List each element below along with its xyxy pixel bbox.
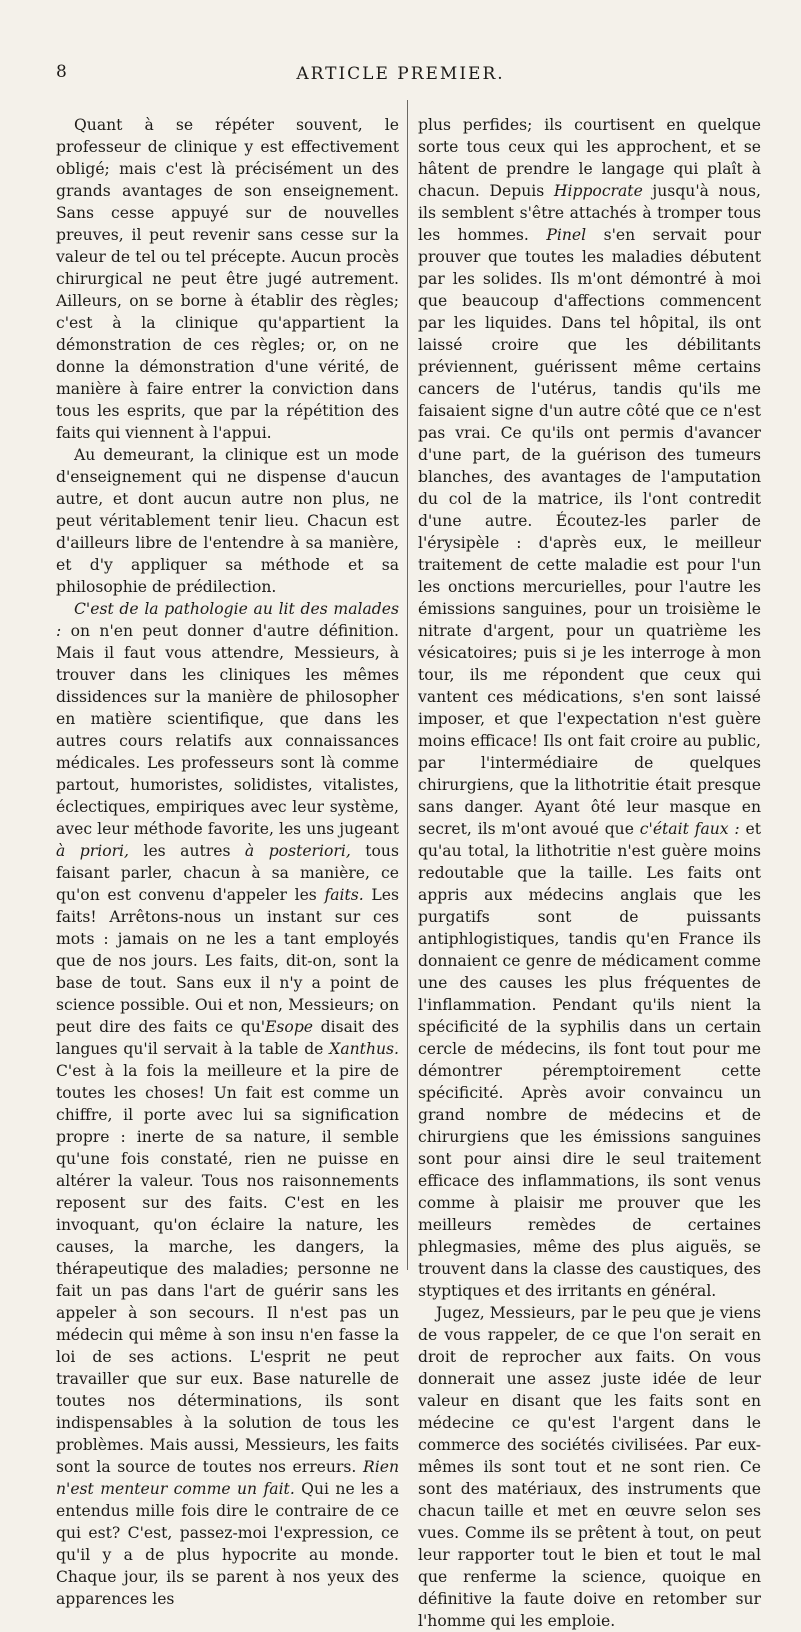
- left-column: [56, 114, 399, 1610]
- right-column: [418, 114, 761, 1632]
- column-divider: [407, 100, 408, 1270]
- paragraph-jugez: Jugez, Messieurs, par le peu que je viens de vous rappeler, de ce que l'on serait en droit de reprocher aux faits. On vous donnerait une assez juste idée de leur valeur en disant que les faits sont en médecine ce qu'est l'argent dans le commerce des sociétés civilisées. Par eux-mêmes ils sont tout et ne sont rien. Ce sont des matériaux, des instruments que chacun taille et met en œuvre selon ses vues. Comme ils se prêtent à tout, on peut leur rapporter tout le bien et tout le mal que renferme la science, quoique en définitive la faute doive en retomber sur l'homme qui les emploie.: [418, 1304, 761, 1630]
- paragraph-repetition: Quant à se répéter souvent, le professeur de clinique y est effectivement obligé; mais c'est là précisément un des grands avantages de son enseignement. Sans cesse appuyé sur de nouvelles preuves, il peut revenir sans cesse sur la valeur de tel ou tel précepte. Aucun procès chirurgical ne peut être jugé autrement. Ailleurs, on se borne à établir des règles; c'est à la clinique qu'appartient la démonstration de ces règles; or, on ne donne la démonstration d'une vérité, de manière à faire entrer la conviction dans tous les esprits, que par la répétition des faits qui viennent à l'appui.: [56, 116, 399, 442]
- page-number: 8: [56, 62, 68, 82]
- paragraph-faits-continued: plus perfides; ils courtisent en quelque sorte tous ceux qui les approchent, et se hâtent de prendre le langage qui plaît à chacun. Depuis Hippocrate jusqu'à nous, ils semblent s'être attachés à tromper tous les hommes. Pinel s'en servait pour prouver que toutes les maladies débutent par les solides. Ils m'ont démontré à moi que beaucoup d'affections commencent par les liquides. Dans tel hôpital, ils ont laissé croire que les débilitants préviennent, guérissent même certains cancers de l'utérus, tandis qu'ils me faisaient signe d'un autre côté que ce n'est pas vrai. Ce qu'ils ont permis d'avancer d'une part, de la guérison des tumeurs blanches, des avantages de l'amputation du col de la matrice, ils l'ont contredit d'une autre. Écoutez-les parler de l'érysipèle : d'après eux, le meilleur traitement de cette maladie est pour l'un les onctions mercurielles, pour l'autre les émissions sanguines, pour un troisième le nitrate d'argent, pour un quatrième les vésicatoires; puis si je les interroge à mon tour, ils me répondent que ceux qui vantent ces médications, s'en sont laissé imposer, et que l'expectation n'est guère moins efficace! Ils ont fait croire au public, par l'intermédiaire de quelques chirurgiens, que la lithotritie était presque sans danger. Ayant ôté leur masque en secret, ils m'ont avoué que c'était faux : et qu'au total, la lithotritie n'est guère moins redoutable que la taille. Les faits ont appris aux médecins anglais que les purgatifs sont de puissants antiphlogistiques, tandis qu'en France ils donnaient ce genre de médicament comme une des causes les plus fréquentes de l'inflammation. Pendant qu'ils nient la spécificité de la syphilis dans un certain cercle de médecins, ils font tout pour me démontrer péremptoirement cette spécificité. Après avoir convaincu un grand nombre de médecins et de chirurgiens que les émissions sanguines sont pour ainsi dire le seul traitement efficace des inflammations, ils sont venus comme à plaisir me prouver que les meilleurs remèdes de certaines phlegmasies, même des plus aiguës, se trouvent dans la classe des caustiques, des styptiques et des irritants en général.: [418, 116, 762, 1300]
- running-title: ARTICLE PREMIER.: [296, 64, 505, 84]
- paragraph-clinique-mode: Au demeurant, la clinique est un mode d'enseignement qui ne dispense d'aucun autre, et dont aucun autre non plus, ne peut véritablement tenir lieu. Chacun est d'ailleurs libre de l'entendre à sa manière, et d'y appliquer sa méthode et sa philosophie de prédilection.: [56, 446, 399, 596]
- emphasis-definition: C'est de la pathologie au lit des malades :: [56, 600, 399, 640]
- paragraph-faits: C'est de la pathologie au lit des malades : on n'en peut donner d'autre définition. Mais il faut vous attendre, Messieurs, à trouver dans les cliniques les mêmes dissidences sur la manière de philosopher en matière scientifique, que dans les autres cours relatifs aux connaissances médicales. Les professeurs sont là comme partout, humoristes, solidistes, vitalistes, éclectiques, empiriques avec leur système, avec leur méthode favorite, les uns jugeant à priori, les autres à posteriori, tous faisant parler, chacun à sa manière, ce qu'on est convenu d'appeler les faits. Les faits! Arrêtons-nous un instant sur ces mots : jamais on ne les a tant employés que de nos jours. Les faits, dit-on, sont la base de tout. Sans eux il n'y a point de science possible. Oui et non, Messieurs; on peut dire des faits ce qu'Esope disait des langues qu'il servait à la table de Xanthus. C'est à la fois la meilleure et la pire de toutes les choses! Un fait est comme un chiffre, il porte avec lui sa signification propre : inerte de sa nature, il semble qu'une fois constaté, rien ne puisse en altérer la valeur. Tous nos raisonnements reposent sur des faits. C'est en les invoquant, qu'on éclaire la nature, les causes, la marche, les dangers, la thérapeutique des maladies; personne ne fait un pas dans l'art de guérir sans les appeler à son secours. Il n'est pas un médecin qui même à son insu n'en fasse la loi de ses actions. L'esprit ne peut travailler que sur eux. Base naturelle de toutes nos déterminations, ils sont indispensables à la solution de tous les problèmes. Mais aussi, Messieurs, les faits sont la source de toutes nos erreurs. Rien n'est menteur comme un fait. Qui ne les a entendus mille fois dire le contraire de ce qui est? C'est, passez-moi l'expression, ce qu'il y a de plus hypocrite au monde. Chaque jour, ils se parent à nos yeux des apparences les: [56, 600, 399, 1608]
